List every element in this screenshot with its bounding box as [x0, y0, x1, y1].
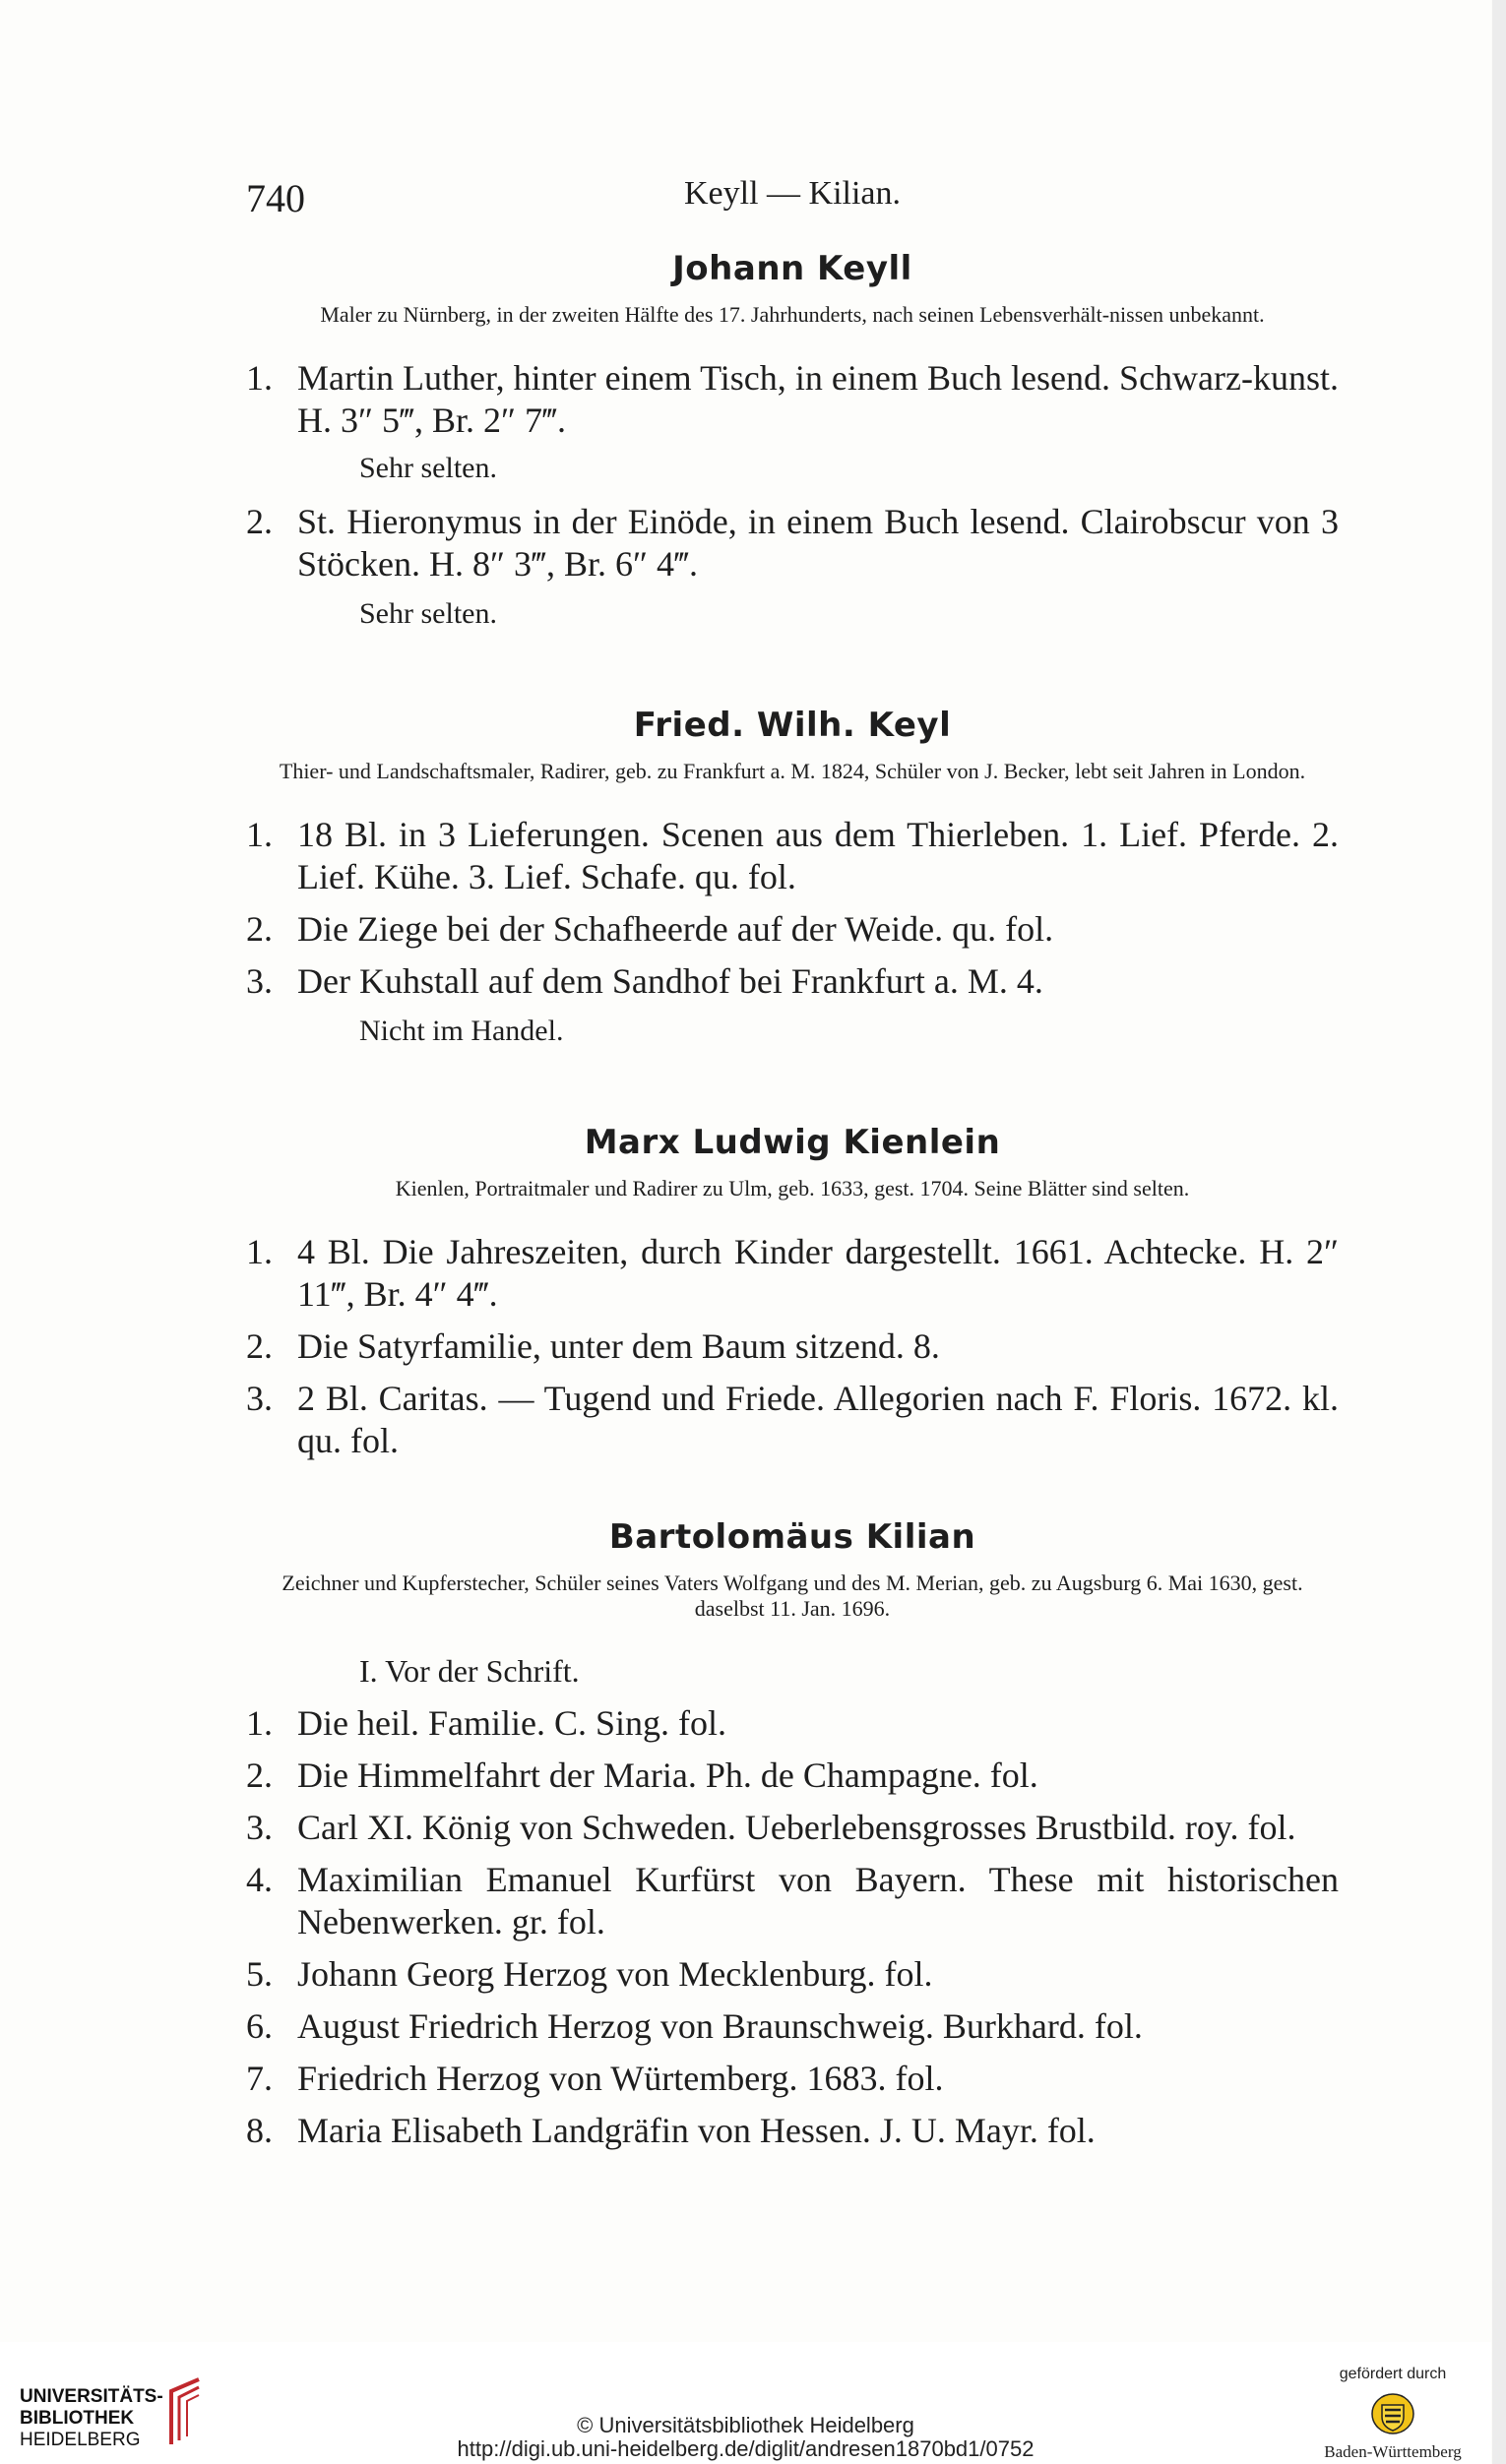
entry-note: Sehr selten. [359, 597, 497, 630]
section-spacer [246, 660, 1339, 698]
digitization-footer [0, 2342, 1491, 2464]
catalogue-entry [246, 1325, 1339, 1368]
catalogue-entry [246, 2110, 1339, 2152]
entry-number: 6. [246, 2006, 273, 2046]
entry-text: Johann Georg Herzog von Mecklenburg. fol. [297, 1954, 933, 1994]
library-name-line1: UNIVERSITÄTS- [20, 2386, 163, 2407]
entry-text: Die Satyrfamilie, unter dem Baum sitzend. 8. [297, 1326, 940, 1366]
artist-heading: Johann Keyll [672, 249, 912, 288]
catalogue-entry [246, 501, 1339, 585]
entry-number: 5. [246, 1954, 273, 1994]
entry-number: 3. [246, 1379, 273, 1418]
state-subheading: I. Vor der Schrift. [359, 1653, 580, 1689]
catalogue-entry [246, 960, 1339, 1003]
entry-text: St. Hieronymus in der Einöde, in einem Buch lesend. Clairobscur von 3 Stöcken. H. 8″ 3‴, Br. 6″ 4‴. [297, 502, 1339, 584]
entry-text: 2 Bl. Caritas. — Tugend und Friede. Allegorien nach F. Floris. 1672. kl. qu. fol. [297, 1379, 1339, 1460]
entry-note: Sehr selten. [359, 452, 497, 484]
section-spacer [246, 1472, 1339, 1509]
catalogue-entry [246, 814, 1339, 898]
state-crest-icon [1370, 2391, 1415, 2436]
entry-text: Die Ziege bei der Schafheerde auf der Weide. qu. fol. [297, 909, 1054, 949]
running-header [246, 175, 1339, 224]
artist-biography: Thier- und Landschaftsmaler, Radirer, geb. zu Frankfurt a. M. 1824, Schüler von J. Becker, lebt seit Jahren in London. [279, 759, 1306, 783]
entry-text: Martin Luther, hinter einem Tisch, in einem Buch lesend. Schwarz-kunst. H. 3″ 5‴, Br. 2″ 7‴. [297, 358, 1339, 440]
catalogue-entry [246, 1702, 1339, 1745]
entry-number: 2. [246, 502, 273, 541]
entry-number: 3. [246, 961, 273, 1001]
page-edge [1492, 0, 1506, 2464]
catalogue-entry [246, 1953, 1339, 1996]
section-spacer [246, 1078, 1339, 1115]
catalogue-content [246, 241, 1339, 2162]
entry-text: Der Kuhstall auf dem Sandhof bei Frankfurt a. M. 4. [297, 961, 1043, 1001]
entry-number: 2. [246, 909, 273, 949]
entry-text: Friedrich Herzog von Würtemberg. 1683. fol. [297, 2059, 944, 2098]
entry-text: Carl XI. König von Schweden. Ueberlebensgrosses Brustbild. roy. fol. [297, 1808, 1296, 1847]
artist-heading: Bartolomäus Kilian [608, 1517, 976, 1557]
catalogue-entry [246, 1378, 1339, 1462]
sponsor-name: Baden-Württemberg [1324, 2442, 1462, 2461]
sponsor-block [1324, 2366, 1462, 2462]
artist-heading: Fried. Wilh. Keyl [633, 706, 952, 745]
entry-text: Die heil. Familie. C. Sing. fol. [297, 1703, 726, 1743]
page-number: 740 [246, 176, 305, 220]
catalogue-entry [246, 1807, 1339, 1849]
library-name-line3: HEIDELBERG [20, 2430, 141, 2450]
footer-credit [0, 2414, 1491, 2461]
artist-biography: Zeichner und Kupferstecher, Schüler seines Vaters Wolfgang und des M. Merian, geb. zu Augsburg 6. Mai 1630, gest. daselbst 11. Jan. 1696. [282, 1571, 1303, 1621]
artist-heading: Marx Ludwig Kienlein [584, 1123, 1001, 1162]
running-title: Keyll — Kilian. [683, 175, 902, 212]
catalogue-entry [246, 1231, 1339, 1316]
entry-note: Nicht im Handel. [359, 1015, 564, 1047]
catalogue-entry [246, 357, 1339, 442]
catalogue-entry [246, 1755, 1339, 1797]
catalogue-entry [246, 2005, 1339, 2048]
catalogue-entry [246, 1859, 1339, 1943]
entry-text: August Friedrich Herzog von Braunschweig. Burkhard. fol. [297, 2006, 1143, 2046]
entry-number: 4. [246, 1860, 273, 1899]
sponsor-label: gefördert durch [1339, 2366, 1447, 2382]
copyright-text: © Universitätsbibliothek Heidelberg [577, 2413, 914, 2437]
catalogue-entry [246, 2058, 1339, 2100]
entry-text: 4 Bl. Die Jahreszeiten, durch Kinder dargestellt. 1661. Achtecke. H. 2″ 11‴, Br. 4″ 4‴. [297, 1232, 1339, 1314]
entry-number: 1. [246, 815, 273, 854]
entry-number: 1. [246, 358, 273, 398]
artist-biography: Kienlen, Portraitmaler und Radirer zu Ulm, geb. 1633, gest. 1704. Seine Blätter sind selten. [395, 1176, 1190, 1201]
entry-number: 3. [246, 1808, 273, 1847]
entry-number: 7. [246, 2059, 273, 2098]
entry-text: Die Himmelfahrt der Maria. Ph. de Champagne. fol. [297, 1756, 1038, 1795]
permalink-url[interactable]: http://digi.ub.uni-heidelberg.de/diglit/andresen1870bd1/0752 [457, 2436, 1035, 2461]
entry-number: 1. [246, 1703, 273, 1743]
catalogue-entry [246, 908, 1339, 951]
entry-number: 2. [246, 1326, 273, 1366]
entry-text: 18 Bl. in 3 Lieferungen. Scenen aus dem Thierleben. 1. Lief. Pferde. 2. Lief. Kühe. 3. Lief. Schafe. qu. fol. [297, 815, 1339, 896]
entry-number: 8. [246, 2111, 273, 2150]
entry-number: 2. [246, 1756, 273, 1795]
entry-text: Maria Elisabeth Landgräfin von Hessen. J. U. Mayr. fol. [297, 2111, 1096, 2150]
artist-biography: Maler zu Nürnberg, in der zweiten Hälfte des 17. Jahrhunderts, nach seinen Lebensverhält-nissen unbekannt. [320, 302, 1265, 327]
entry-text: Maximilian Emanuel Kurfürst von Bayern. These mit historischen Nebenwerken. gr. fol. [297, 1860, 1339, 1941]
entry-number: 1. [246, 1232, 273, 1271]
library-name-line2: BIBLIOTHEK [20, 2408, 135, 2429]
